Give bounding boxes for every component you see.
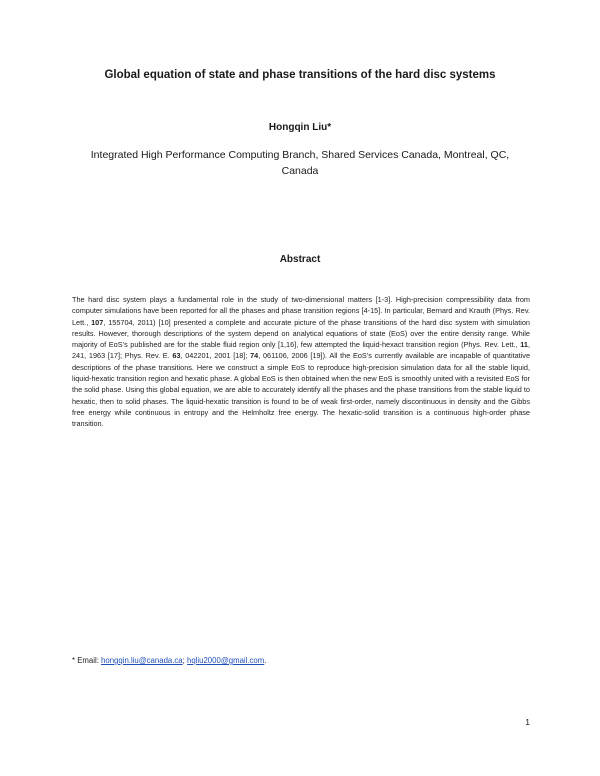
- abstract-text: , 155704, 2011) [10] presented a complete and accurate picture of the phase transitions of the hard disc system with simulation results. However, thorough descriptions of the system depend on analytical equations of state (EoS) over the entire density range. While majority of EoS’s published are for the stable fluid region only [1,16], few attempted the liquid-hexact transition region (Phys. Rev. Lett.,: [72, 317, 530, 350]
- email-link-canada[interactable]: hongqin.liu@canada.ca: [101, 656, 183, 665]
- volume-number: 107: [91, 317, 104, 327]
- author-affiliation: Integrated High Performance Computing Branch, Shared Services Canada, Montreal, QC, Canada: [90, 149, 510, 177]
- volume-number: 63: [172, 351, 181, 361]
- abstract-text: The hard disc system plays a fundamental role in the study of two-dimensional matters [1-3]. High-precision compressibility data from computer simulations have been reported for all the phases and phase transition regions [4-15]. In particular, Bernard and Krauth (Phys. Rev. Lett.,: [72, 295, 530, 327]
- footnote-suffix: .: [264, 656, 267, 665]
- abstract-text: , 042201, 2001 [18];: [180, 351, 251, 361]
- abstract-heading: Abstract: [279, 254, 321, 265]
- page-number: 1: [525, 717, 530, 727]
- abstract-body: [72, 294, 530, 430]
- author-name: Hongqin Liu*: [268, 122, 332, 133]
- email-link-gmail[interactable]: hqliu2000@gmail.com: [187, 656, 265, 665]
- footnote-email: [72, 655, 530, 666]
- footnote-prefix: * Email:: [72, 656, 102, 665]
- footnote-separator: ;: [182, 656, 187, 665]
- paper-title: Global equation of state and phase transitions of the hard disc systems: [104, 69, 496, 81]
- abstract-text: , 061106, 2006 [19]). All the EoS’s currently available are incapable of quantitative descriptions of the phase transitions. Here we construct a simple EoS to reproduce high-precision simulation data for all the stable liquid, liquid-hexatic transition region and hexatic phase. A global EoS is then obtained when the new EoS is smoothly united with a revisited EoS for the solid phase. Using this global equation, we are able to accurately identify all the phases and the phase transitions from the stable liquid to hexatic, then to solid phases. The liquid-hexatic transition is found to be of weak first-order, namely discontinuous in density and the Gibbs free energy while continuous in entropy and the Helmholtz free energy. The hexatic-solid transition is a continuous high-order phase transition.: [72, 351, 531, 429]
- volume-number: 74: [250, 351, 259, 361]
- volume-number: 11: [520, 340, 528, 350]
- abstract-text: , 241, 1963 [17]; Phys. Rev. E.: [72, 340, 530, 361]
